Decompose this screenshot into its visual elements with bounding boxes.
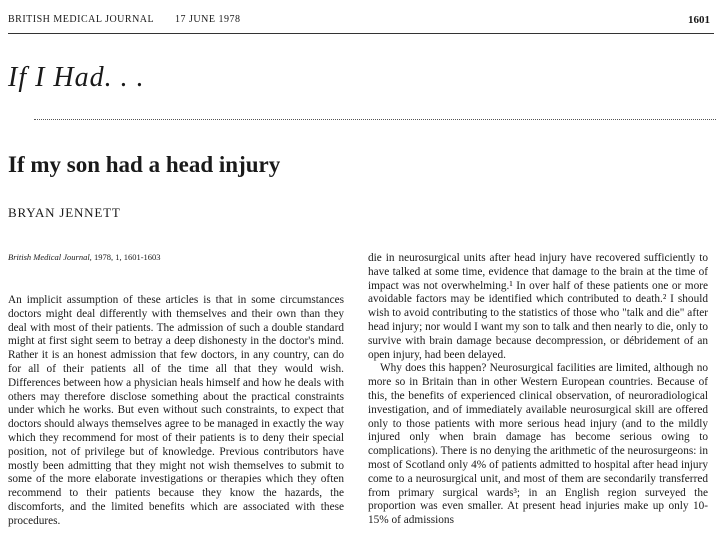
series-title: If I Had. . .	[8, 62, 145, 93]
journal-name: BRITISH MEDICAL JOURNAL	[8, 14, 155, 25]
article-author: BRYAN JENNETT	[8, 205, 121, 220]
right-column	[368, 252, 708, 528]
page-number: 1601	[688, 14, 710, 26]
left-column	[8, 294, 344, 529]
citation-details: 1978, 1, 1601-1603	[91, 252, 161, 262]
article-citation	[8, 252, 161, 262]
citation-journal: British Medical Journal,	[8, 252, 92, 262]
issue-date: 17 JUNE 1978	[175, 14, 241, 25]
body-paragraph: Why does this happen? Neurosurgical facilities are limited, although no more so in Britain than in other Western European countries. Because of this, the benefits of experienced clinical observation, of neuroradiological investigation, and of immediately available neurosurgical skill are offered only to those patients with more serious head injury (and to the mildly injured only when brain damage has become serious owing to complications). There is no denying the arithmetic of the neurosurgeons: in most of Scotland only 4% of patients admitted to hospital after head injury come to a neurosurgical unit, and most of them are secondarily transferred from primary surgical wards³; in an English region surveyed the proportion was even smaller. At present head injuries make up only 10-15% of admissions	[368, 362, 708, 527]
body-paragraph: An implicit assumption of these articles is that in some circumstances doctors might deal differently with themselves and their own than they deal with most of their patients. The admission of such a double standard might at first sight seem to betray a deep dishonesty in the doctor's mind. Rather it is an honest admission that few doctors, in any country, can do for all of their patients all of the time all that they would wish. Differences between how a physician heals himself and how he deals with others may therefore disclose something about the practical constraints under which he works. But even without such constraints, to expect that doctors should always themselves agree to be managed in exactly the way which they recommend for most of their patients is to deny their special position, not of privilege but of knowledge. Previous contributors have mostly been admitting that they might not wish themselves to submit to some of the more elaborate investigations or therapies which they often recommend to their patients because they know the hazards, the discomforts, and the limited benefits which are associated with these procedures.	[8, 294, 344, 527]
header-rule	[8, 33, 714, 34]
body-paragraph: die in neurosurgical units after head injury have recovered sufficiently to have talked at some time, evidence that damage to the brain at the time of impact was not overwhelming.¹ In over half of these patients one or more avoidable factors may be identified which contributed to death.² I should wish to avoid contributing to the statistics of those who "talk and die" after head injury; nor would I want my son to talk and then nearly to die, only to survive with brain damage because decompression, or débridement of an open injury, had been delayed.	[368, 252, 708, 361]
series-rule	[34, 119, 716, 120]
running-header	[8, 14, 710, 30]
article-title: If my son had a head injury	[8, 152, 281, 177]
